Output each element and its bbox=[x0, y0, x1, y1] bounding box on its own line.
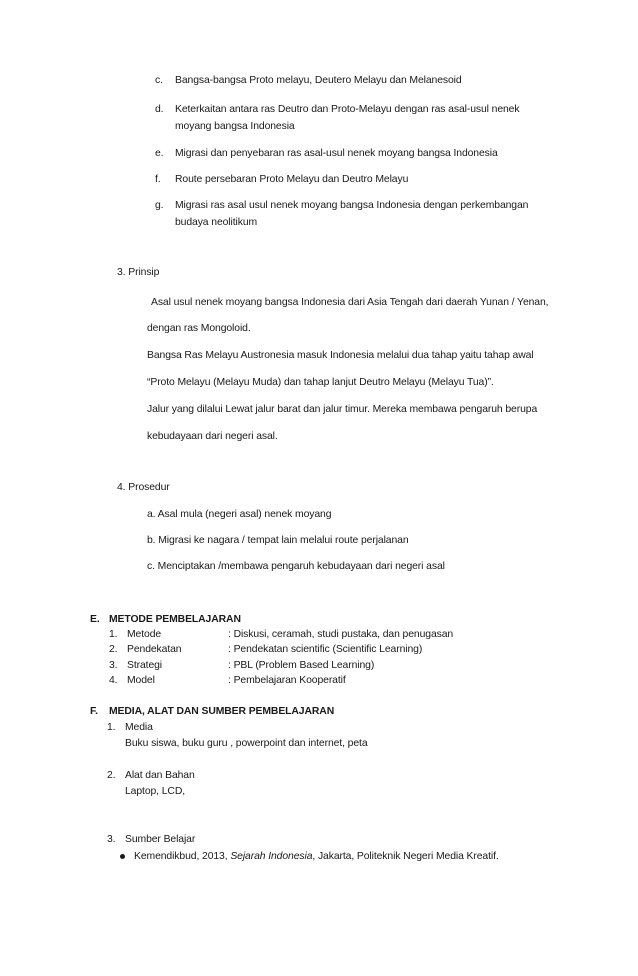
media-item-label: Alat dan Bahan bbox=[125, 770, 195, 781]
sub-item-text: budaya neolitikum bbox=[175, 217, 258, 228]
prinsip-line: “Proto Melayu (Melayu Muda) dan tahap lanjut Deutro Melayu (Melayu Tua)”. bbox=[147, 377, 494, 388]
sub-item-letter: e. bbox=[155, 148, 164, 159]
prinsip-line: Jalur yang dilalui Lewat jalur barat dan jalur timur. Mereka membawa pengaruh berupa bbox=[147, 404, 538, 415]
sub-item-text: Keterkaitan antara ras Deutro dan Proto-Melayu dengan ras asal-usul nenek bbox=[175, 104, 520, 115]
media-item-label: Media bbox=[125, 722, 153, 733]
sub-item-text: moyang bangsa Indonesia bbox=[175, 121, 295, 132]
prinsip-heading: 3. Prinsip bbox=[117, 267, 160, 278]
method-row-value: : Pembelajaran Kooperatif bbox=[228, 675, 346, 686]
bullet-icon bbox=[120, 854, 125, 859]
prosedur-heading: 4. Prosedur bbox=[117, 482, 170, 493]
media-item-num: 2. bbox=[107, 770, 116, 781]
method-row-label: Model bbox=[127, 675, 155, 686]
method-row-label: Metode bbox=[127, 629, 162, 640]
media-item-num: 1. bbox=[107, 722, 116, 733]
section-e-letter: E. bbox=[90, 614, 100, 625]
section-e-title: METODE PEMBELAJARAN bbox=[109, 614, 241, 625]
sub-item-letter: c. bbox=[155, 75, 163, 86]
sub-item-text: Migrasi ras asal usul nenek moyang bangsa Indonesia dengan perkembangan bbox=[175, 200, 529, 211]
method-row-value: : Diskusi, ceramah, studi pustaka, dan penugasan bbox=[228, 629, 454, 640]
section-f-letter: F. bbox=[90, 706, 98, 717]
method-row-num: 1. bbox=[109, 629, 118, 640]
sub-item-letter: d. bbox=[155, 104, 164, 115]
method-row-value: : PBL (Problem Based Learning) bbox=[228, 660, 375, 671]
sub-item-text: Route persebaran Proto Melayu dan Deutro Melayu bbox=[175, 174, 409, 185]
prinsip-line: kebudayaan dari negeri asal. bbox=[147, 431, 278, 442]
media-item-num: 3. bbox=[107, 834, 116, 845]
prinsip-line: Bangsa Ras Melayu Austronesia masuk Indonesia melalui dua tahap yaitu tahap awal bbox=[147, 350, 534, 361]
sub-item-letter: g. bbox=[155, 200, 164, 211]
reference-entry bbox=[134, 850, 499, 863]
prosedur-line: a. Asal mula (negeri asal) nenek moyang bbox=[147, 509, 332, 520]
section-f-title: MEDIA, ALAT DAN SUMBER PEMBELAJARAN bbox=[109, 706, 335, 717]
method-row-num: 2. bbox=[109, 644, 118, 655]
method-row-label: Pendekatan bbox=[127, 644, 182, 655]
prosedur-line: b. Migrasi ke nagara / tempat lain melalui route perjalanan bbox=[147, 535, 409, 546]
method-row-num: 3. bbox=[109, 660, 118, 671]
prinsip-line: Asal usul nenek moyang bangsa Indonesia dari Asia Tengah dari daerah Yunan / Yenan, bbox=[151, 297, 549, 308]
media-item-label: Sumber Belajar bbox=[125, 834, 196, 845]
sub-item-letter: f. bbox=[155, 174, 161, 185]
sub-item-text: Bangsa-bangsa Proto melayu, Deutero Melayu dan Melanesoid bbox=[175, 75, 462, 86]
media-item-detail: Buku siswa, buku guru , powerpoint dan internet, peta bbox=[125, 738, 368, 749]
reference-post: , Jakarta, Politeknik Negeri Media Kreatif. bbox=[312, 851, 499, 862]
reference-title: Sejarah Indonesia bbox=[230, 851, 313, 862]
prosedur-line: c. Menciptakan /membawa pengaruh kebudayaan dari negeri asal bbox=[147, 561, 445, 572]
prinsip-line: dengan ras Mongoloid. bbox=[147, 323, 251, 334]
method-row-label: Strategi bbox=[127, 660, 163, 671]
reference-pre: Kemendikbud, 2013, bbox=[134, 851, 231, 862]
method-row-value: : Pendekatan scientific (Scientific Learning) bbox=[228, 644, 423, 655]
reference-bullet bbox=[120, 850, 125, 863]
media-item-detail: Laptop, LCD, bbox=[125, 786, 186, 797]
sub-item-text: Migrasi dan penyebaran ras asal-usul nenek moyang bangsa Indonesia bbox=[175, 148, 498, 159]
method-row-num: 4. bbox=[109, 675, 118, 686]
